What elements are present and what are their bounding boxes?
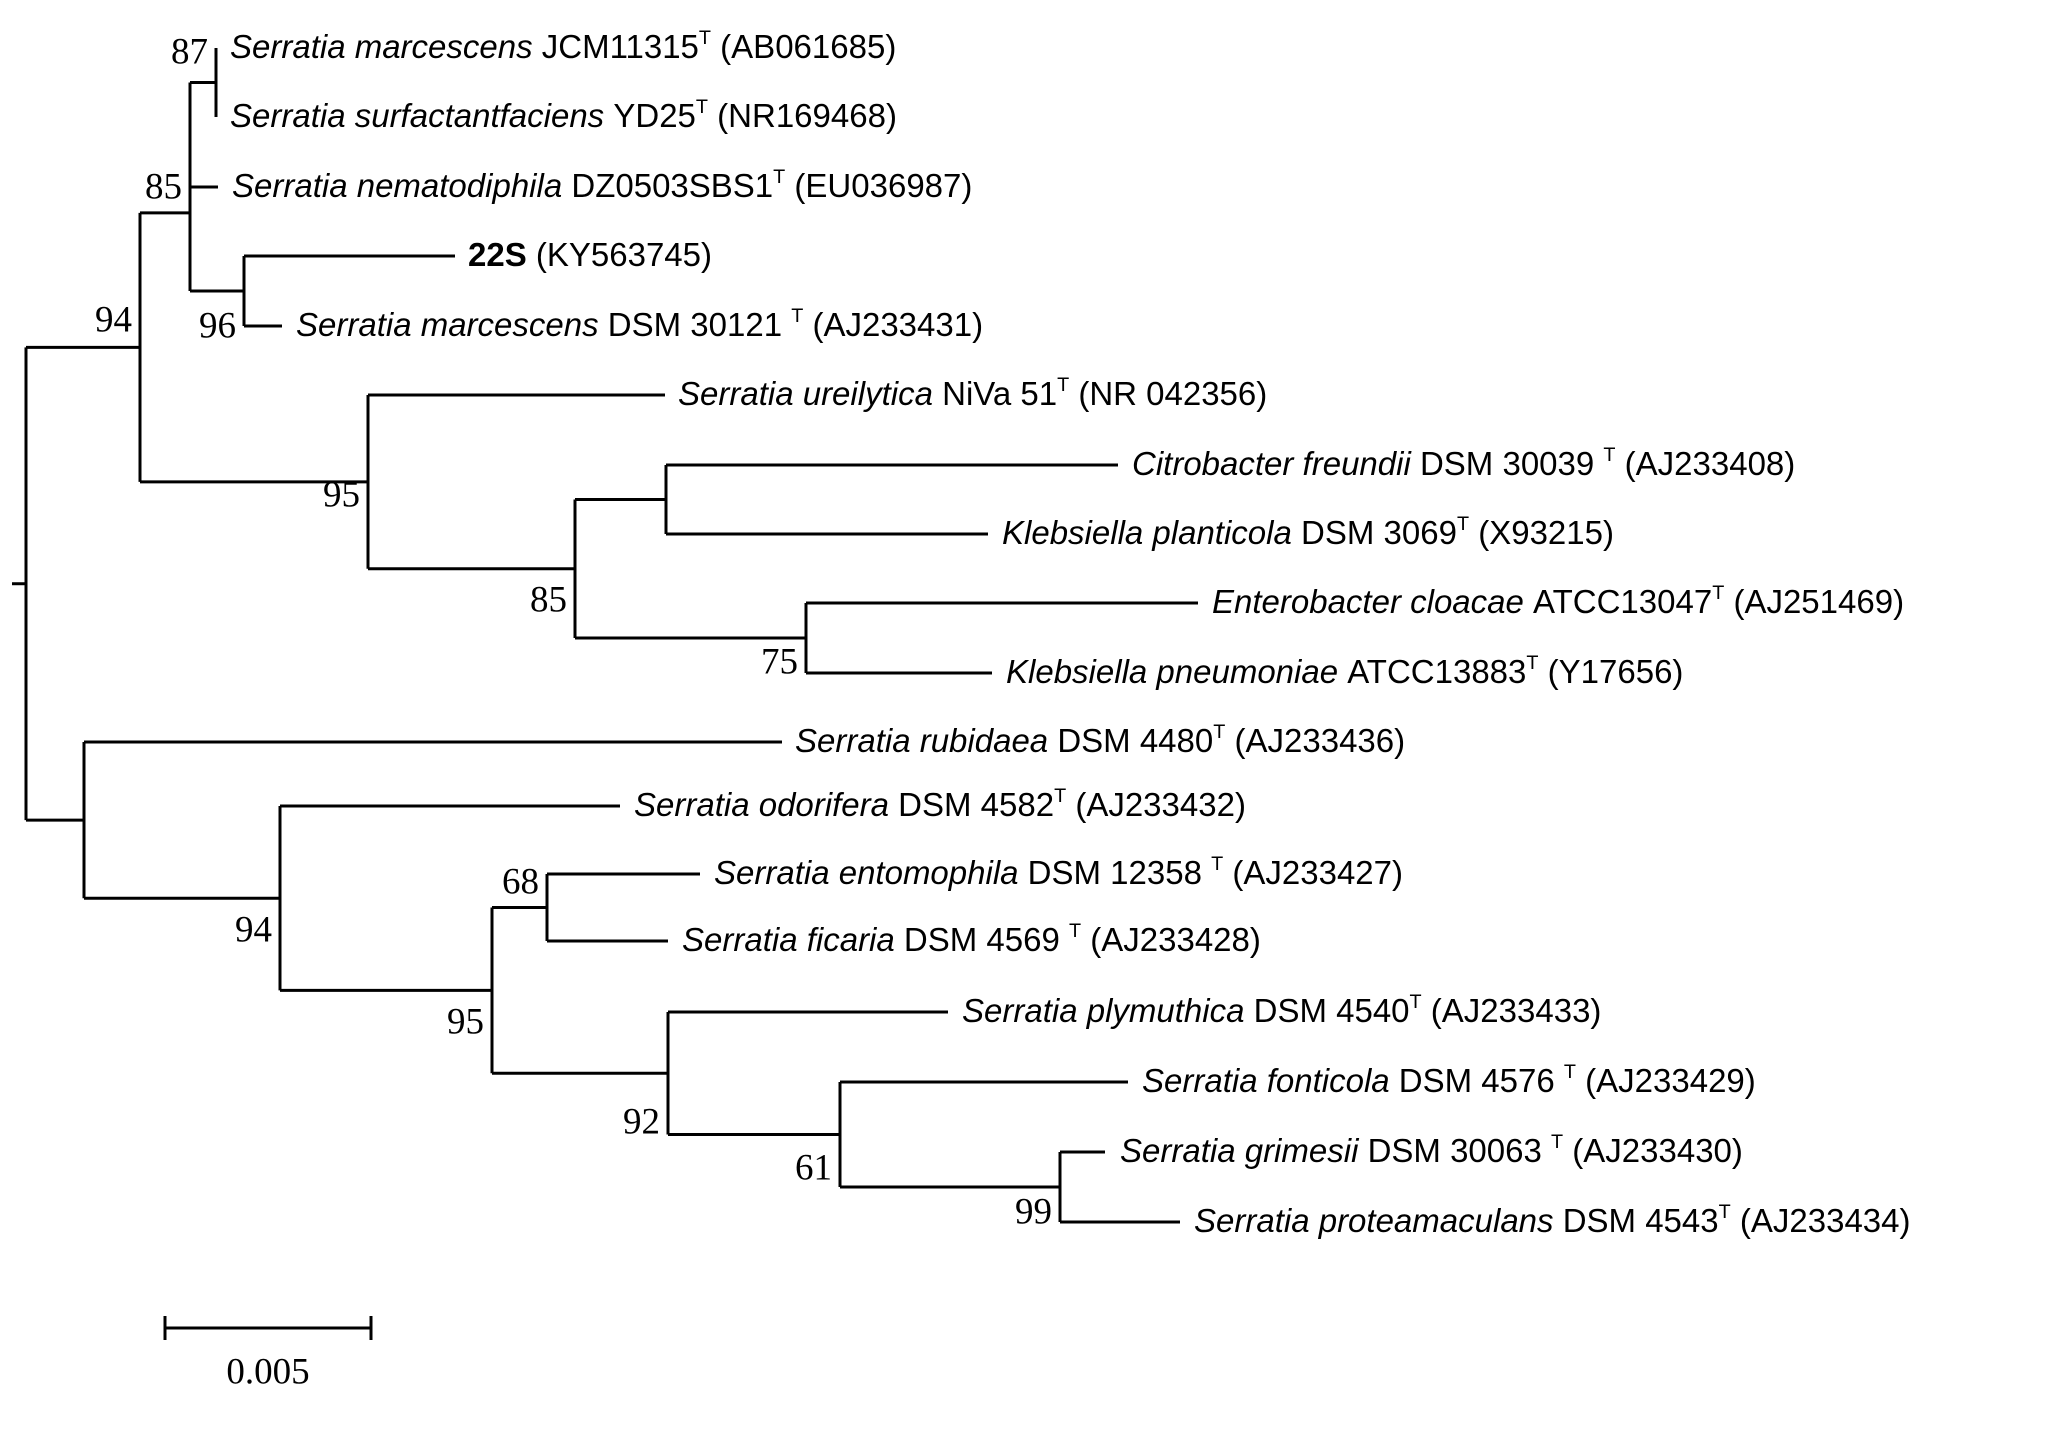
taxon-label-klebsiella-pneumoniae: Klebsiella pneumoniae $ATCC13883^T$ (Y17656) bbox=[1006, 652, 1684, 691]
bootstrap-value: 85 bbox=[530, 579, 567, 621]
taxon-label-serratia-ficaria: Serratia ficaria DSM 4569 $^T$ (AJ233428) bbox=[682, 920, 1261, 959]
taxon-label-serratia-marcescens-jcm11315: Serratia marcescens $JCM11315^T$ (AB061685) bbox=[230, 27, 897, 66]
taxon-label-serratia-odorifera: Serratia odorifera DSM $4582^T$ (AJ233432) bbox=[634, 785, 1246, 824]
taxon-label-serratia-rubidaea: Serratia rubidaea DSM $4480^T$ (AJ233436) bbox=[795, 721, 1406, 760]
bootstrap-value: 92 bbox=[623, 1101, 660, 1143]
taxon-label-serratia-surfactantfaciens-yd25: Serratia surfactantfaciens $YD25^T$ (NR169468) bbox=[230, 96, 897, 135]
taxon-label-citrobacter-freundii: Citrobacter freundii DSM 30039 $^T$ (AJ233408) bbox=[1132, 444, 1796, 483]
taxon-label-serratia-proteamaculans: Serratia proteamaculans DSM $4543^T$ (AJ233434) bbox=[1194, 1201, 1911, 1240]
taxon-label-serratia-plymuthica: Serratia plymuthica DSM $4540^T$ (AJ233433) bbox=[962, 991, 1602, 1030]
bootstrap-value: 75 bbox=[761, 641, 798, 683]
bootstrap-value: 61 bbox=[795, 1147, 832, 1189]
bootstrap-value: 94 bbox=[95, 299, 132, 341]
taxon-label-serratia-entomophila: Serratia entomophila DSM 12358 $^T$ (AJ233427) bbox=[714, 853, 1403, 892]
taxon-label-serratia-grimesii: Serratia grimesii DSM 30063 $^T$ (AJ233430) bbox=[1120, 1131, 1743, 1170]
bootstrap-value: 85 bbox=[145, 166, 182, 208]
bootstrap-value: 68 bbox=[502, 861, 539, 903]
taxon-label-serratia-marcescens-dsm30121: Serratia marcescens DSM 30121 $^T$ (AJ233431) bbox=[296, 305, 984, 344]
taxon-label-enterobacter-cloacae: Enterobacter cloacae $ATCC13047^T$ (AJ251469) bbox=[1212, 582, 1905, 621]
bootstrap-value: 99 bbox=[1015, 1191, 1052, 1233]
taxon-label-22s: 22S (KY563745) bbox=[468, 236, 713, 274]
scale-bar-label: 0.005 bbox=[226, 1351, 310, 1393]
bootstrap-value: 87 bbox=[171, 31, 208, 73]
taxon-label-klebsiella-planticola: Klebsiella planticola DSM $3069^T$ (X93215) bbox=[1002, 513, 1614, 552]
bootstrap-value: 95 bbox=[447, 1001, 484, 1043]
bootstrap-value: 95 bbox=[323, 474, 360, 516]
taxon-label-serratia-nematodiphila: Serratia nematodiphila $DZ0503SBS1^T$ (EU036987) bbox=[232, 166, 973, 205]
bootstrap-value: 96 bbox=[199, 305, 236, 347]
taxon-label-serratia-ureilytica-niva51: Serratia ureilytica NiVa $51^T$ (NR 042356) bbox=[678, 374, 1268, 413]
taxon-label-serratia-fonticola: Serratia fonticola DSM 4576 $^T$ (AJ233429) bbox=[1142, 1061, 1756, 1100]
bootstrap-value: 94 bbox=[235, 909, 272, 951]
